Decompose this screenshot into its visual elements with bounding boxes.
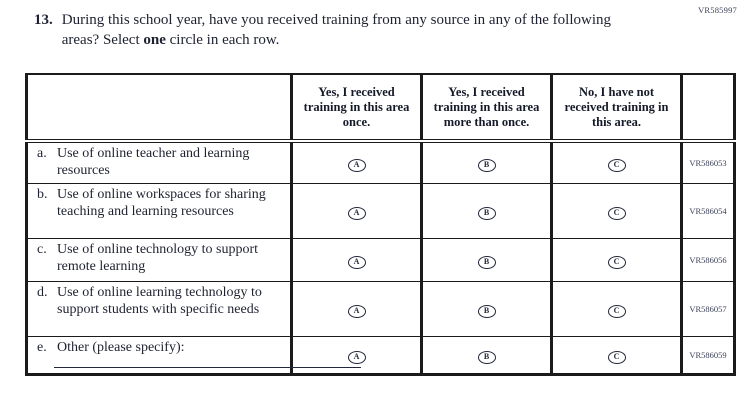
cell-e-more: [422, 337, 552, 375]
cell-a-none: [552, 141, 682, 184]
bubble-b-yes-more[interactable]: B: [478, 207, 496, 220]
row-text-e: Other (please specify):: [57, 340, 185, 355]
header-row: [27, 74, 735, 141]
cell-b-none: [552, 184, 682, 239]
question-text-part1: During this school year, have you received training from any source in any of the following areas? Select: [61, 12, 611, 48]
bubble-d-no-training[interactable]: C: [608, 305, 626, 318]
row-text-a: Use of online teacher and learning resources: [57, 146, 250, 178]
row-letter-e: e.: [37, 340, 47, 355]
cell-d-once: [292, 282, 422, 337]
cell-a-more: [422, 141, 552, 184]
cell-c-none: [552, 239, 682, 282]
vr-code-b: VR586054: [682, 184, 735, 239]
question-13: [34, 11, 634, 51]
write-in-line[interactable]: [54, 367, 361, 368]
vr-code-c: VR586056: [682, 239, 735, 282]
row-letter-d: d.: [37, 285, 48, 300]
row-text-b: Use of online workspaces for sharing teaching and learning resources: [57, 187, 266, 219]
question-text-part2: circle in each row.: [165, 31, 280, 48]
row-label-b: [27, 184, 292, 239]
form-code: VR585997: [698, 5, 737, 15]
row-text-c: Use of online technology to support remote learning: [57, 242, 259, 274]
table-row-c: [27, 239, 735, 282]
vr-code-a: VR586053: [682, 141, 735, 184]
row-letter-c: c.: [37, 242, 47, 257]
bubble-a-no-training[interactable]: C: [608, 159, 626, 172]
question-text: [62, 11, 622, 51]
col-header-yes-more: [422, 74, 552, 141]
vr-code-e: VR586059: [682, 337, 735, 375]
bubble-b-no-training[interactable]: C: [608, 207, 626, 220]
cell-b-once: [292, 184, 422, 239]
bubble-d-yes-once[interactable]: A: [348, 305, 366, 318]
cell-a-once: [292, 141, 422, 184]
col-header-no-training: [552, 74, 682, 141]
row-text-d: Use of online learning technology to support students with specific needs: [57, 285, 262, 317]
row-label-a: [27, 141, 292, 184]
response-table: [25, 73, 736, 376]
col-header-yes-once: [292, 74, 422, 141]
cell-e-none: [552, 337, 682, 375]
bubble-a-yes-more[interactable]: B: [478, 159, 496, 172]
bubble-e-no-training[interactable]: C: [608, 351, 626, 364]
row-label-e: [27, 337, 292, 375]
cell-d-none: [552, 282, 682, 337]
col-header-no-training-label: No, I have not received training in this area.: [564, 84, 669, 129]
bubble-c-no-training[interactable]: C: [608, 256, 626, 269]
bubble-a-yes-once[interactable]: A: [348, 159, 366, 172]
row-label-c: [27, 239, 292, 282]
cell-e-once: [292, 337, 422, 375]
bubble-c-yes-more[interactable]: B: [478, 256, 496, 269]
cell-d-more: [422, 282, 552, 337]
col-header-yes-more-label: Yes, I received training in this area more than once.: [433, 84, 540, 129]
bubble-c-yes-once[interactable]: A: [348, 256, 366, 269]
bubble-e-yes-more[interactable]: B: [478, 351, 496, 364]
header-code-cell: [682, 74, 735, 141]
vr-code-d: VR586057: [682, 282, 735, 337]
row-letter-b: b.: [37, 187, 48, 202]
header-empty-cell: [27, 74, 292, 141]
bubble-b-yes-once[interactable]: A: [348, 207, 366, 220]
question-number: 13.: [34, 12, 53, 28]
bubble-d-yes-more[interactable]: B: [478, 305, 496, 318]
table-row-e: [27, 337, 735, 375]
table-row-a: [27, 141, 735, 184]
cell-b-more: [422, 184, 552, 239]
table-row-d: [27, 282, 735, 337]
col-header-yes-once-label: Yes, I received training in this area once.: [303, 84, 410, 129]
cell-c-once: [292, 239, 422, 282]
bubble-e-yes-once[interactable]: A: [348, 351, 366, 364]
row-letter-a: a.: [37, 146, 47, 161]
table-row-b: [27, 184, 735, 239]
row-label-d: [27, 282, 292, 337]
question-bold-word: one: [143, 31, 166, 48]
cell-c-more: [422, 239, 552, 282]
